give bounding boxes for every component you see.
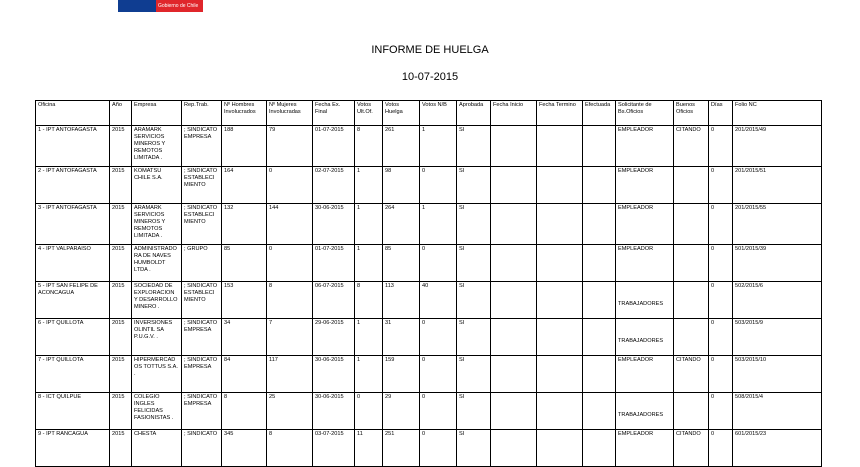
- column-header: Aprobada: [457, 101, 491, 126]
- table-cell: 25: [267, 393, 313, 430]
- table-cell: [583, 126, 616, 167]
- table-cell: [583, 356, 616, 393]
- table-cell: 0: [709, 282, 733, 319]
- table-cell: 06-07-2015: [313, 282, 355, 319]
- table-cell: 9 - IPT RANCAGUA: [36, 430, 110, 467]
- table-cell: TRABAJADORES: [616, 282, 674, 319]
- table-cell: 1: [355, 319, 383, 356]
- table-cell: [674, 167, 709, 204]
- table-cell: ; SINDICATO EMPRESA: [182, 126, 222, 167]
- table-cell: 0: [420, 356, 457, 393]
- table-cell: EMPLEADOR: [616, 356, 674, 393]
- table-row: [36, 356, 822, 393]
- table-cell: 0: [709, 393, 733, 430]
- column-header: Votos Huelga: [383, 101, 420, 126]
- table-cell: 132: [222, 204, 267, 245]
- table-cell: 3 - IPT ANTOFAGASTA: [36, 204, 110, 245]
- table-cell: 601/2015/23: [733, 430, 822, 467]
- table-cell: 7 - IPT QUILLOTA: [36, 356, 110, 393]
- table-cell: CHESTA: [132, 430, 182, 467]
- table-cell: [583, 167, 616, 204]
- table-cell: [491, 245, 537, 282]
- table-cell: 7: [267, 319, 313, 356]
- table-cell: [537, 245, 583, 282]
- table-cell: 30-06-2015: [313, 356, 355, 393]
- column-header: Votos Ult.Of.: [355, 101, 383, 126]
- table-cell: COLEGIO INGLES FELICIDAS FASIONISTAS .: [132, 393, 182, 430]
- table-cell: 0: [709, 126, 733, 167]
- table-cell: 40: [420, 282, 457, 319]
- table-cell: 8: [222, 393, 267, 430]
- column-header: Solicitante de Bs.Oficios: [616, 101, 674, 126]
- table-cell: [674, 319, 709, 356]
- table-cell: 501/2015/39: [733, 245, 822, 282]
- table-cell: [491, 167, 537, 204]
- table-cell: 11: [355, 430, 383, 467]
- table-cell: EMPLEADOR: [616, 126, 674, 167]
- table-cell: [491, 319, 537, 356]
- column-header: Votos N/B: [420, 101, 457, 126]
- table-cell: 2015: [110, 430, 132, 467]
- table-cell: 503/2015/9: [733, 319, 822, 356]
- table-cell: 0: [420, 319, 457, 356]
- table-cell: [583, 430, 616, 467]
- table-cell: 0: [267, 245, 313, 282]
- table-cell: ; SINDICATO EMPRESA: [182, 319, 222, 356]
- table-cell: [674, 282, 709, 319]
- table-cell: SI: [457, 204, 491, 245]
- table-cell: 1: [355, 167, 383, 204]
- column-header: Rep.Trab.: [182, 101, 222, 126]
- table-row: [36, 319, 822, 356]
- table-cell: CITANDO: [674, 126, 709, 167]
- table-cell: 8: [267, 282, 313, 319]
- table-cell: 508/2015/4: [733, 393, 822, 430]
- table-cell: 0: [420, 167, 457, 204]
- column-header: Año: [110, 101, 132, 126]
- table-cell: 2015: [110, 204, 132, 245]
- column-header: Fecha Inicio: [491, 101, 537, 126]
- table-cell: SI: [457, 167, 491, 204]
- table-cell: EMPLEADOR: [616, 167, 674, 204]
- table-cell: [583, 282, 616, 319]
- table-cell: [537, 167, 583, 204]
- table-cell: [537, 126, 583, 167]
- table-cell: 79: [267, 126, 313, 167]
- table-cell: 2015: [110, 245, 132, 282]
- table-cell: 85: [383, 245, 420, 282]
- table-cell: 2015: [110, 167, 132, 204]
- table-cell: 1: [355, 356, 383, 393]
- column-header: Nº Mujeres Involucradas: [267, 101, 313, 126]
- table-cell: [583, 319, 616, 356]
- table-cell: [537, 319, 583, 356]
- table-cell: ARAMARK SERVICIOS MINEROS Y REMOTOS LIMITADA .: [132, 204, 182, 245]
- table-cell: 1: [420, 204, 457, 245]
- table-cell: 0: [420, 430, 457, 467]
- gobierno-logo: [118, 0, 203, 17]
- table-cell: [491, 356, 537, 393]
- table-cell: ADMINISTRADORA DE NAVES HUMBOLDT LTDA .: [132, 245, 182, 282]
- table-cell: [491, 282, 537, 319]
- table-cell: 02-07-2015: [313, 167, 355, 204]
- table-cell: 5 - IPT SAN FELIPE DE ACONCAGUA: [36, 282, 110, 319]
- table-cell: ; GRUPO: [182, 245, 222, 282]
- table-cell: INVERSIONES OLINTIL SA P.U.G.V. .: [132, 319, 182, 356]
- table-cell: SI: [457, 319, 491, 356]
- table-cell: 164: [222, 167, 267, 204]
- table-cell: [583, 204, 616, 245]
- column-header: Nº Hombres Involucrados: [222, 101, 267, 126]
- table-cell: 2015: [110, 393, 132, 430]
- table-cell: 29: [383, 393, 420, 430]
- column-header: Fecha Termino: [537, 101, 583, 126]
- table-row: [36, 245, 822, 282]
- table-cell: [537, 282, 583, 319]
- table-cell: 2015: [110, 319, 132, 356]
- report-date: 10-07-2015: [401, 71, 459, 83]
- table-cell: 201/2015/51: [733, 167, 822, 204]
- table-row: [36, 167, 822, 204]
- table-cell: 188: [222, 126, 267, 167]
- table-cell: 1 - IPT ANTOFAGASTA: [36, 126, 110, 167]
- table-cell: 0: [709, 167, 733, 204]
- table-cell: [537, 393, 583, 430]
- table-cell: [537, 356, 583, 393]
- table-cell: 0: [420, 393, 457, 430]
- table-cell: 502/2015/6: [733, 282, 822, 319]
- table-cell: 2015: [110, 126, 132, 167]
- table-cell: SI: [457, 356, 491, 393]
- table-cell: 0: [420, 245, 457, 282]
- table-cell: ; SINDICATO ESTABLECIMIENTO: [182, 282, 222, 319]
- table-cell: HIPERMERCADOS TOTTUS S.A. .: [132, 356, 182, 393]
- table-cell: 144: [267, 204, 313, 245]
- table-row: [36, 204, 822, 245]
- table-cell: 0: [709, 245, 733, 282]
- table-row: [36, 126, 822, 167]
- table-cell: TRABAJADORES: [616, 393, 674, 430]
- table-cell: [674, 245, 709, 282]
- table-row: [36, 393, 822, 430]
- report-title: INFORME DE HUELGA: [371, 44, 489, 56]
- table-cell: 4 - IPT VALPARAISO: [36, 245, 110, 282]
- column-header: Días: [709, 101, 733, 126]
- table-cell: 0: [709, 319, 733, 356]
- table-cell: 2015: [110, 282, 132, 319]
- table-cell: [537, 204, 583, 245]
- table-cell: 6 - IPT QUILLOTA: [36, 319, 110, 356]
- table-cell: 0: [709, 356, 733, 393]
- table-cell: SI: [457, 430, 491, 467]
- table-cell: 1: [355, 204, 383, 245]
- table-cell: 153: [222, 282, 267, 319]
- table-cell: 0: [709, 204, 733, 245]
- column-header: Empresa: [132, 101, 182, 126]
- table-cell: 201/2015/55: [733, 204, 822, 245]
- table-cell: EMPLEADOR: [616, 245, 674, 282]
- table-cell: 98: [383, 167, 420, 204]
- table-cell: 30-06-2015: [313, 393, 355, 430]
- table-cell: [674, 204, 709, 245]
- table-cell: ; SINDICATO EMPRESA: [182, 356, 222, 393]
- table-cell: 117: [267, 356, 313, 393]
- table-cell: ARAMARK SERVICIOS MINEROS Y REMOTOS LIMITADA .: [132, 126, 182, 167]
- table-cell: [674, 393, 709, 430]
- column-header: Oficina: [36, 101, 110, 126]
- table-cell: SI: [457, 393, 491, 430]
- table-cell: 01-07-2015: [313, 126, 355, 167]
- table-cell: 30-06-2015: [313, 204, 355, 245]
- table-header-row: [36, 101, 822, 126]
- table-cell: CITANDO: [674, 356, 709, 393]
- table-cell: 113: [383, 282, 420, 319]
- table-cell: 1: [420, 126, 457, 167]
- table-cell: CITANDO: [674, 430, 709, 467]
- table-cell: 0: [267, 167, 313, 204]
- table-cell: 503/2015/10: [733, 356, 822, 393]
- table-cell: EMPLEADOR: [616, 204, 674, 245]
- table-cell: 31: [383, 319, 420, 356]
- table-cell: 0: [355, 393, 383, 430]
- table-cell: 8 - ICT QUILPUE: [36, 393, 110, 430]
- table-cell: 261: [383, 126, 420, 167]
- table-cell: 264: [383, 204, 420, 245]
- table-cell: SI: [457, 282, 491, 319]
- table-cell: 201/2015/49: [733, 126, 822, 167]
- column-header: Fecha Ex. Final: [313, 101, 355, 126]
- table-cell: 2015: [110, 356, 132, 393]
- logo-text: Gobierno de Chile: [158, 3, 199, 9]
- table-cell: [583, 393, 616, 430]
- table-cell: 85: [222, 245, 267, 282]
- table-cell: [491, 204, 537, 245]
- table-row: [36, 430, 822, 467]
- table-cell: 03-07-2015: [313, 430, 355, 467]
- table-cell: 8: [267, 430, 313, 467]
- table-row: [36, 282, 822, 319]
- column-header: Folio NC: [733, 101, 822, 126]
- table-cell: SI: [457, 245, 491, 282]
- table-cell: [491, 393, 537, 430]
- table-cell: ; SINDICATO: [182, 430, 222, 467]
- table-cell: 01-07-2015: [313, 245, 355, 282]
- table-cell: EMPLEADOR: [616, 430, 674, 467]
- table-cell: ; SINDICATO ESTABLECIMIENTO: [182, 204, 222, 245]
- table-cell: 2 - IPT ANTOFAGASTA: [36, 167, 110, 204]
- table-cell: 8: [355, 282, 383, 319]
- table-cell: ; SINDICATO EMPRESA: [182, 393, 222, 430]
- table-cell: KOMATSU CHILE S.A.: [132, 167, 182, 204]
- table-cell: 159: [383, 356, 420, 393]
- table-cell: SOCIEDAD DE EXPLORACION Y DESARROLLO MINERO .: [132, 282, 182, 319]
- table-cell: 34: [222, 319, 267, 356]
- table-cell: 1: [355, 245, 383, 282]
- table-cell: [537, 430, 583, 467]
- table-cell: 0: [709, 430, 733, 467]
- strike-report-table: [35, 100, 822, 467]
- table-cell: 29-06-2015: [313, 319, 355, 356]
- table-cell: 8: [355, 126, 383, 167]
- column-header: Buenos Oficios: [674, 101, 709, 126]
- column-header: Efectuada: [583, 101, 616, 126]
- table-cell: [491, 126, 537, 167]
- table-cell: 345: [222, 430, 267, 467]
- table-cell: ; SINDICATO ESTABLECIMIENTO: [182, 167, 222, 204]
- table-cell: [583, 245, 616, 282]
- table-cell: [491, 430, 537, 467]
- table-cell: SI: [457, 126, 491, 167]
- table-cell: 251: [383, 430, 420, 467]
- table-cell: TRABAJADORES: [616, 319, 674, 356]
- table-cell: 84: [222, 356, 267, 393]
